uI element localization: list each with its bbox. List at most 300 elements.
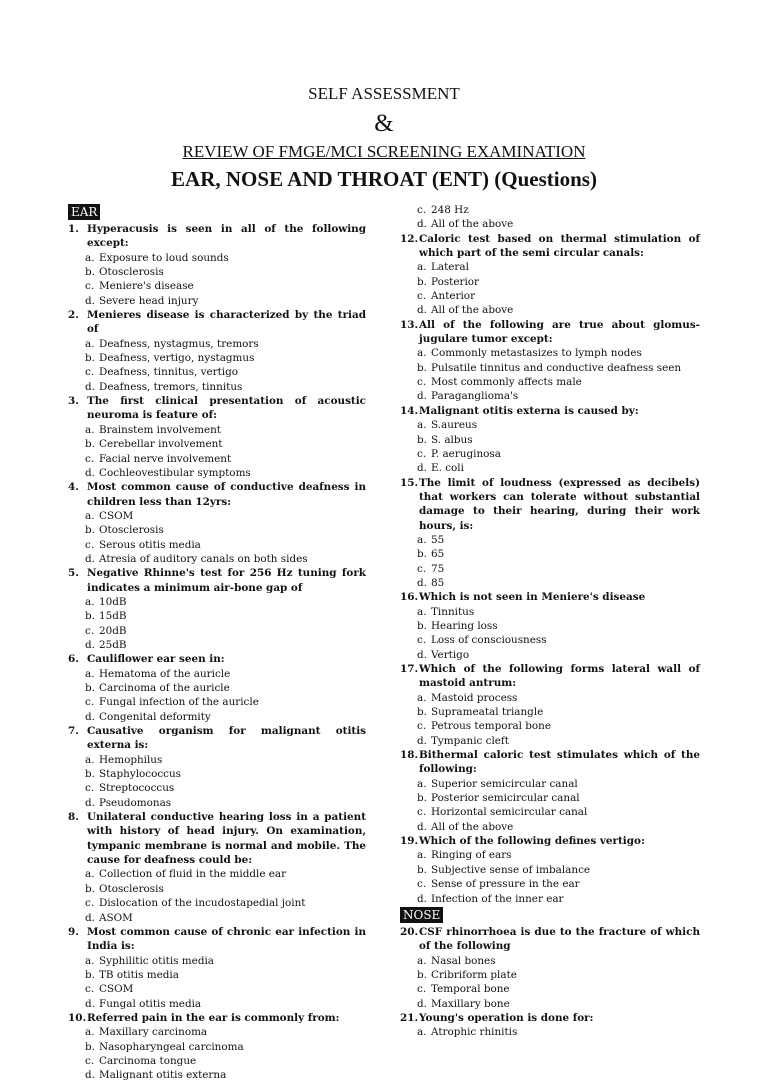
option-letter: b.	[85, 968, 95, 981]
option-text: Hearing loss	[431, 619, 498, 632]
option-letter: a.	[85, 1026, 95, 1039]
answer-option	[400, 968, 700, 982]
option-letter: d.	[417, 304, 427, 317]
option-letter: d.	[85, 1069, 95, 1082]
option-letter: d.	[417, 648, 427, 661]
question-text: Bithermal caloric test stimulates which of the following:	[419, 749, 700, 776]
answer-option	[400, 203, 700, 217]
option-letter: a.	[85, 337, 95, 350]
option-text: Congenital deformity	[99, 710, 211, 723]
answer-option	[400, 954, 700, 968]
answer-option	[400, 820, 700, 834]
question-item	[68, 480, 366, 566]
option-letter: d.	[85, 638, 95, 651]
option-text: Deafness, vertigo, nystagmus	[99, 352, 255, 365]
answer-option	[68, 681, 366, 695]
option-text: Malignant otitis externa	[99, 1069, 227, 1082]
answer-option	[400, 777, 700, 791]
question-text: CSF rhinorrhoea is due to the fracture of which of the following	[419, 925, 700, 953]
option-letter: b.	[85, 524, 95, 537]
answer-option	[400, 848, 700, 862]
question-text: Causative organism for malignant otitis externa is:	[87, 725, 366, 752]
option-text: Petrous temporal bone	[431, 720, 552, 733]
question-stem	[400, 834, 700, 848]
option-text: Infection of the inner ear	[431, 892, 564, 905]
option-text: Collection of fluid in the middle ear	[99, 868, 287, 881]
option-letter: a.	[417, 954, 427, 967]
answer-option	[68, 466, 366, 480]
question-number: 17.	[400, 663, 419, 675]
option-text: ASOM	[99, 911, 133, 924]
option-letter: c.	[85, 696, 95, 709]
answer-option	[68, 753, 366, 767]
option-text: S.aureus	[431, 419, 478, 432]
answer-option	[400, 791, 700, 805]
answer-option	[68, 609, 366, 623]
option-text: 85	[431, 576, 445, 589]
option-letter: b.	[85, 682, 95, 694]
option-text: Suprameatal triangle	[431, 706, 544, 719]
section-nose: NOSE	[400, 907, 443, 923]
question-text: Most common cause of conductive deafness in children less than 12yrs:	[87, 481, 366, 508]
answer-option	[68, 380, 366, 394]
answer-option	[68, 867, 366, 881]
answer-option	[68, 1068, 366, 1082]
option-letter: b.	[85, 1040, 95, 1053]
answer-option	[68, 1025, 366, 1039]
option-letter: c.	[85, 897, 95, 910]
answer-option	[68, 351, 366, 365]
option-letter: a.	[417, 691, 427, 704]
question-list	[400, 232, 700, 906]
answer-option	[400, 303, 700, 317]
option-letter: b.	[85, 768, 95, 781]
option-text: Fungal otitis media	[99, 997, 202, 1010]
answer-option	[68, 997, 366, 1011]
question-number: 1.	[68, 223, 79, 235]
answer-option	[68, 667, 366, 681]
answer-option	[400, 375, 700, 389]
answer-option	[68, 882, 366, 896]
answer-option	[400, 217, 700, 231]
answer-option	[400, 447, 700, 461]
question-item	[400, 925, 700, 1011]
option-letter: d.	[417, 390, 427, 403]
option-text: Deafness, tremors, tinnitus	[99, 380, 243, 393]
option-text: All of the above	[431, 820, 514, 833]
option-letter: c.	[417, 290, 427, 303]
question-text: Hyperacusis is seen in all of the following except:	[87, 223, 366, 250]
option-letter: a.	[85, 667, 95, 680]
answer-option	[400, 892, 700, 906]
question-stem	[400, 404, 700, 418]
answer-option	[400, 719, 700, 733]
option-letter: c.	[417, 806, 427, 819]
answer-option	[68, 437, 366, 451]
option-text: Cerebellar involvement	[99, 438, 223, 451]
option-letter: b.	[417, 792, 427, 805]
answer-option	[68, 423, 366, 437]
answer-option	[68, 896, 366, 910]
question-text: Menieres disease is characterized by the triad of	[87, 309, 366, 336]
question-stem	[400, 318, 700, 347]
answer-option	[400, 433, 700, 447]
option-letter: c.	[85, 624, 95, 637]
answer-option	[400, 1025, 700, 1039]
question-list	[400, 925, 700, 1040]
question-number: 21.	[400, 1011, 419, 1024]
question-item	[400, 590, 700, 662]
question-text: Which is not seen in Meniere's disease	[419, 591, 646, 604]
option-text: Sense of pressure in the ear	[431, 878, 580, 891]
answer-option	[400, 863, 700, 877]
option-text: Deafness, tinnitus, vertigo	[99, 366, 239, 379]
answer-option	[400, 997, 700, 1011]
question-number: 4.	[68, 481, 79, 494]
option-text: All of the above	[431, 218, 514, 231]
option-text: Superior semicircular canal	[431, 777, 578, 790]
option-letter: b.	[85, 882, 95, 895]
option-letter: c.	[85, 782, 95, 795]
option-text: Loss of consciousness	[431, 634, 547, 647]
question-text: Which of the following forms lateral wall of mastoid antrum:	[419, 663, 700, 690]
question-stem	[68, 810, 366, 867]
option-text: Exposure to loud sounds	[99, 251, 229, 264]
answer-option	[400, 389, 700, 403]
answer-option	[68, 638, 366, 652]
answer-option	[400, 691, 700, 705]
question-text: Young's operation is done for:	[419, 1011, 594, 1024]
question-item	[400, 232, 700, 318]
question-number: 5.	[68, 567, 79, 580]
answer-option	[68, 251, 366, 265]
option-text: 55	[431, 533, 445, 546]
answer-option	[68, 279, 366, 293]
option-letter: b.	[417, 968, 427, 981]
answer-option	[400, 461, 700, 475]
option-text: 10dB	[99, 595, 127, 608]
option-text: CSOM	[99, 509, 134, 522]
option-text: Streptococcus	[99, 782, 175, 795]
option-letter: d.	[417, 734, 427, 747]
question-stem	[400, 748, 700, 777]
answer-option	[400, 361, 700, 375]
question-item	[400, 404, 700, 476]
option-letter: c.	[85, 983, 95, 996]
answer-option	[68, 796, 366, 810]
question-number: 12.	[400, 232, 419, 245]
option-text: Atrophic rhinitis	[431, 1026, 518, 1039]
option-text: All of the above	[431, 304, 514, 317]
option-text: Brainstem involvement	[99, 423, 221, 436]
answer-option	[68, 624, 366, 638]
answer-option	[68, 294, 366, 308]
option-letter: c.	[85, 366, 95, 379]
option-text: Horizontal semicircular canal	[431, 806, 588, 819]
question-item	[400, 748, 700, 834]
option-text: Serous otitis media	[99, 538, 201, 551]
question-number: 15.	[400, 476, 419, 489]
option-text: 248 Hz	[431, 204, 469, 216]
question-text: Which of the following defines vertigo:	[419, 835, 645, 848]
answer-option	[68, 710, 366, 724]
left-column	[68, 203, 366, 1083]
question-stem	[68, 480, 366, 509]
option-letter: c.	[417, 447, 427, 460]
question-stem	[68, 925, 366, 954]
option-letter: b.	[417, 619, 427, 632]
answer-option	[400, 533, 700, 547]
option-letter: a.	[417, 261, 427, 274]
question-number: 19.	[400, 835, 419, 848]
option-text: Commonly metastasizes to lymph nodes	[431, 347, 642, 360]
question-list	[68, 222, 366, 1083]
option-letter: c.	[417, 634, 427, 647]
question-number: 16.	[400, 591, 419, 604]
option-text: TB otitis media	[99, 968, 179, 981]
question-stem	[400, 232, 700, 261]
question-item	[68, 810, 366, 925]
option-text: Posterior semicircular canal	[431, 792, 580, 805]
question-item	[400, 1011, 700, 1040]
option-text: Severe head injury	[99, 294, 199, 307]
question-item	[68, 394, 366, 480]
option-text: Tympanic cleft	[431, 734, 509, 747]
answer-option	[68, 538, 366, 552]
option-letter: b.	[85, 610, 95, 623]
option-letter: d.	[417, 892, 427, 905]
answer-option	[400, 705, 700, 719]
question-stem	[68, 652, 366, 666]
answer-option	[68, 954, 366, 968]
option-letter: c.	[417, 562, 427, 575]
option-letter: a.	[85, 868, 95, 881]
question-text: All of the following are true about glomus-jugulare tumor except:	[419, 318, 700, 346]
question-text: Negative Rhinne's test for 256 Hz tuning fork indicates a minimum air-bone gap of	[87, 567, 366, 594]
option-text: S. albus	[431, 433, 473, 446]
option-text: Hemophilus	[99, 753, 163, 766]
answer-option	[68, 1040, 366, 1054]
option-letter: a.	[85, 423, 95, 436]
answer-option	[400, 547, 700, 561]
question-stem	[68, 1011, 366, 1025]
answer-option	[68, 523, 366, 537]
question-item	[68, 1011, 366, 1083]
question-stem	[400, 662, 700, 691]
option-letter: a.	[85, 954, 95, 967]
option-text: Most commonly affects male	[431, 376, 582, 389]
option-letter: d.	[417, 576, 427, 589]
option-letter: b.	[85, 438, 95, 451]
option-letter: a.	[85, 251, 95, 264]
question-text: Cauliflower ear seen in:	[87, 653, 225, 666]
question-number: 2.	[68, 309, 79, 322]
option-letter: b.	[417, 433, 427, 446]
option-text: Carcinoma of the auricle	[99, 682, 230, 694]
option-letter: a.	[85, 509, 95, 522]
option-letter: a.	[417, 1026, 427, 1039]
question-stem	[68, 394, 366, 423]
option-letter: c.	[85, 1054, 95, 1067]
option-letter: b.	[85, 352, 95, 365]
option-letter: a.	[417, 347, 427, 360]
answer-option	[400, 877, 700, 891]
option-letter: a.	[417, 777, 427, 790]
question-item	[68, 566, 366, 652]
option-text: Otosclerosis	[99, 266, 164, 279]
option-letter: c.	[85, 538, 95, 551]
option-letter: d.	[85, 294, 95, 307]
question-number: 8.	[68, 811, 79, 824]
option-letter: a.	[85, 753, 95, 766]
question-number: 10.	[68, 1011, 87, 1024]
option-letter: c.	[417, 983, 427, 996]
option-letter: a.	[417, 533, 427, 546]
question-number: 18.	[400, 749, 419, 762]
answer-option	[68, 982, 366, 996]
answer-option	[400, 275, 700, 289]
option-letter: a.	[85, 595, 95, 608]
option-text: Posterior	[431, 275, 479, 288]
answer-option	[68, 767, 366, 781]
question-item	[68, 308, 366, 394]
option-letter: a.	[417, 849, 427, 862]
option-letter: c.	[417, 376, 427, 389]
option-text: Pseudomonas	[99, 796, 172, 809]
option-letter: d.	[85, 911, 95, 924]
option-text: Atresia of auditory canals on both sides	[99, 552, 308, 565]
option-text: Staphylococcus	[99, 768, 182, 781]
right-column	[400, 203, 700, 1040]
question-stem	[68, 566, 366, 595]
option-letter: d.	[85, 380, 95, 393]
option-text: Deafness, nystagmus, tremors	[99, 337, 259, 350]
question-stem	[400, 590, 700, 604]
option-text: Meniere's disease	[99, 280, 194, 293]
option-text: 65	[431, 548, 445, 561]
option-text: Lateral	[431, 261, 469, 274]
option-letter: d.	[85, 997, 95, 1010]
option-letter: d.	[417, 462, 427, 475]
option-letter: b.	[417, 361, 427, 374]
option-text: Ringing of ears	[431, 849, 512, 862]
answer-option	[68, 337, 366, 351]
title-review: REVIEW OF FMGE/MCI SCREENING EXAMINATION	[182, 142, 586, 161]
question-number: 3.	[68, 395, 79, 408]
answer-option	[68, 552, 366, 566]
option-text: Facial nerve involvement	[99, 452, 232, 465]
option-text: Maxillary bone	[431, 997, 510, 1010]
option-text: Maxillary carcinoma	[99, 1026, 208, 1039]
option-text: 75	[431, 562, 445, 575]
question-item	[400, 662, 700, 748]
question-number: 14.	[400, 404, 419, 417]
question-stem	[400, 925, 700, 954]
question-item	[68, 222, 366, 308]
question-item	[400, 476, 700, 591]
option-text: Hematoma of the auricle	[99, 667, 231, 680]
answer-option	[68, 911, 366, 925]
answer-option	[400, 289, 700, 303]
answer-option	[68, 265, 366, 279]
option-text: Cochleovestibular symptoms	[99, 466, 251, 479]
option-letter: b.	[417, 863, 427, 876]
option-letter: d.	[417, 218, 427, 231]
question-text: Malignant otitis externa is caused by:	[419, 404, 639, 417]
answer-option	[400, 346, 700, 360]
option-letter: d.	[85, 710, 95, 723]
answer-option	[400, 576, 700, 590]
option-text: Nasopharyngeal carcinoma	[99, 1040, 244, 1053]
option-letter: b.	[85, 266, 95, 279]
answer-option	[400, 734, 700, 748]
answer-option	[400, 260, 700, 274]
option-letter: c.	[417, 204, 427, 216]
answer-option	[68, 695, 366, 709]
answer-option	[400, 982, 700, 996]
option-text: Syphilitic otitis media	[99, 954, 214, 967]
option-text: Subjective sense of imbalance	[431, 863, 591, 876]
option-letter: d.	[85, 552, 95, 565]
option-text: 15dB	[99, 610, 127, 623]
question-text: The limit of loudness (expressed as decibels) that workers can tolerate without substantial damage to their hearing, during their work hours, is:	[419, 476, 700, 532]
option-letter: c.	[85, 280, 95, 293]
question-item	[400, 318, 700, 404]
question-stem	[400, 476, 700, 533]
option-text: Anterior	[431, 290, 476, 303]
continued-options	[400, 203, 700, 232]
option-text: 20dB	[99, 624, 127, 637]
option-letter: b.	[417, 275, 427, 288]
option-text: Tinnitus	[431, 605, 475, 618]
answer-option	[68, 365, 366, 379]
answer-option	[68, 968, 366, 982]
option-text: CSOM	[99, 983, 134, 996]
option-text: Otosclerosis	[99, 524, 164, 537]
option-text: Temporal bone	[431, 983, 510, 996]
option-letter: b.	[417, 706, 427, 719]
answer-option	[68, 781, 366, 795]
question-number: 7.	[68, 725, 79, 738]
answer-option	[400, 562, 700, 576]
question-item	[68, 724, 366, 810]
option-text: Carcinoma tongue	[99, 1054, 197, 1067]
question-stem	[68, 724, 366, 753]
option-letter: d.	[417, 997, 427, 1010]
option-letter: c.	[417, 878, 427, 891]
option-text: Dislocation of the incudostapedial joint	[99, 897, 306, 910]
option-text: Vertigo	[431, 648, 470, 661]
option-letter: c.	[417, 720, 427, 733]
question-item	[400, 834, 700, 906]
answer-option	[400, 648, 700, 662]
option-text: Cribriform plate	[431, 968, 517, 981]
option-text: Nasal bones	[431, 954, 496, 967]
answer-option	[68, 509, 366, 523]
option-text: Mastoid process	[431, 691, 518, 704]
answer-option	[68, 1054, 366, 1068]
option-letter: a.	[417, 605, 427, 618]
option-text: Otosclerosis	[99, 882, 164, 895]
question-text: Caloric test based on thermal stimulation of which part of the semi circular canals:	[419, 232, 700, 260]
option-text: Fungal infection of the auricle	[99, 696, 259, 709]
option-letter: d.	[85, 796, 95, 809]
question-item	[68, 925, 366, 1011]
option-letter: b.	[417, 548, 427, 561]
answer-option	[68, 595, 366, 609]
answer-option	[400, 805, 700, 819]
question-text: Referred pain in the ear is commonly from:	[87, 1011, 340, 1024]
